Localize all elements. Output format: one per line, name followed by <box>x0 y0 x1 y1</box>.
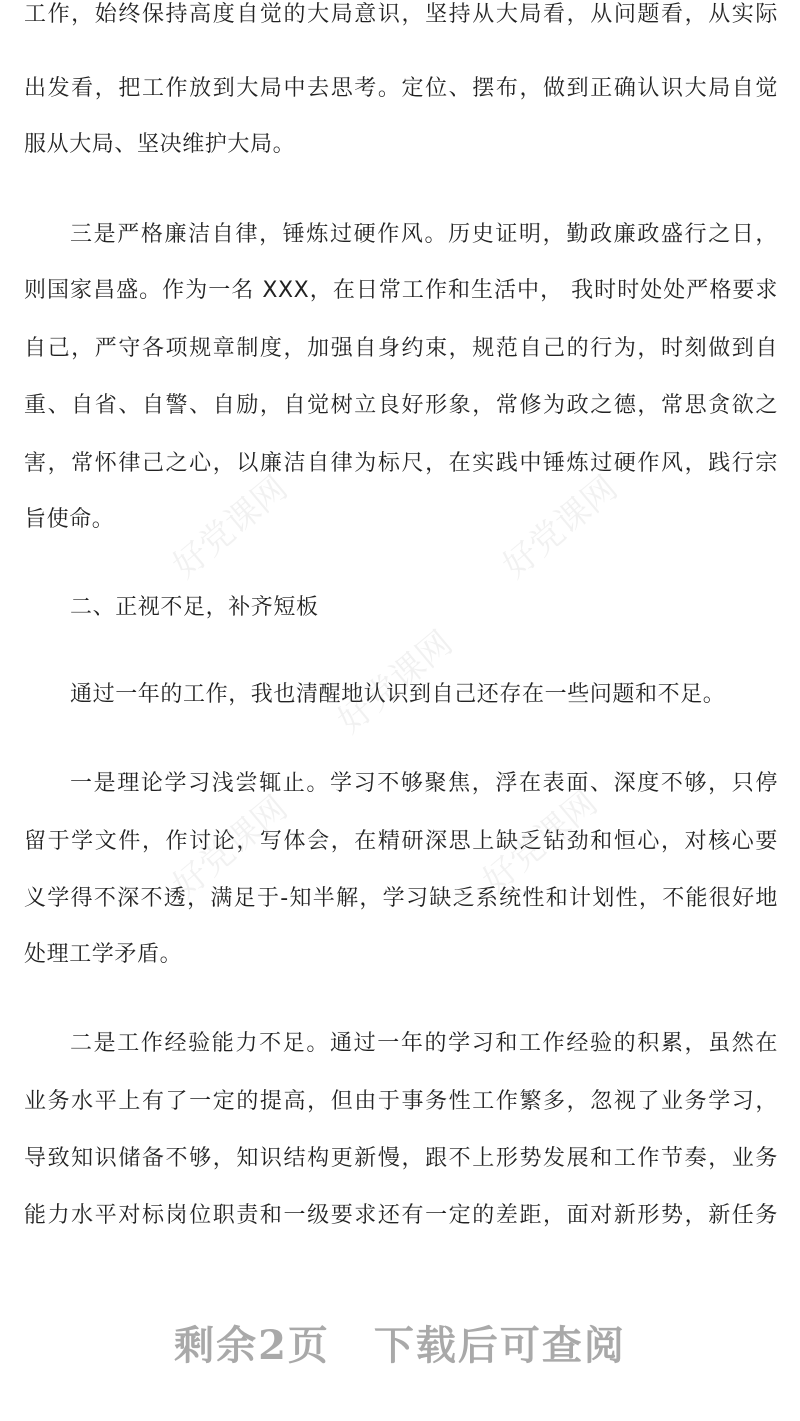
text-line: 处理工学矛盾。 <box>24 942 183 967</box>
text-line: 害，常怀律己之心，以廉洁自律为标尺，在实践中锤炼过硬作风，践行宗 <box>24 451 778 476</box>
watermark: 好党课网 <box>475 783 606 902</box>
watermark: 好党课网 <box>165 788 296 907</box>
text-line: 业务水平上有了一定的提高，但由于事务性工作繁多，忽视了业务学习， <box>24 1089 778 1114</box>
text-line: 服从大局、坚决维护大局。 <box>24 132 296 157</box>
remaining-pages-banner[interactable] <box>0 1318 800 1374</box>
text-line: 重、自省、自警、自励，自觉树立良好形象，常修为政之德，常思贪欲之 <box>24 393 778 418</box>
text-line: 通过一年的工作，我也清醒地认识到自己还存在一些问题和不足。 <box>70 682 726 707</box>
text-line: 一是理论学习浅尝辄止。学习不够聚焦，浮在表面、深度不够，只停 <box>70 771 778 796</box>
download-to-view-label: 下载后可查阅 <box>373 1322 626 1369</box>
text-line: 能力水平对标岗位职责和一级要求还有一定的差距，面对新形势，新任务 <box>24 1203 778 1228</box>
text-line: 三是严格廉洁自律，锤炼过硬作风。历史证明，勤政廉政盛行之日， <box>70 222 778 247</box>
watermark: 好党课网 <box>165 468 296 587</box>
text-line: 出发看，把工作放到大局中去思考。定位、摆布，做到正确认识大局自觉 <box>24 76 778 101</box>
text-line: 留于学文件，作讨论，写体会，在精研深思上缺乏钻劲和恒心，对核心要 <box>24 829 778 854</box>
remaining-pages-label: 剩余2页 <box>174 1322 330 1369</box>
text-line: 导致知识储备不够，知识结构更新慢，跟不上形势发展和工作节奏，业务 <box>24 1146 778 1171</box>
text-line: 则国家昌盛。作为一名 XXX，在日常工作和生活中， 我时时处处严格要求 <box>24 278 778 303</box>
watermark: 好党课网 <box>495 468 626 587</box>
section-heading: 二、正视不足，补齐短板 <box>70 595 319 620</box>
text-line: 义学得不深不透，满足于-知半解，学习缺乏系统性和计划性，不能很好地 <box>24 886 778 911</box>
text-line: 旨使命。 <box>24 507 115 532</box>
text-line: 二是工作经验能力不足。通过一年的学习和工作经验的积累，虽然在 <box>70 1031 778 1056</box>
text-line: 自己，严守各项规章制度，加强自身约束，规范自己的行为，时刻做到自 <box>24 336 778 361</box>
watermark: 好党课网 <box>330 623 461 742</box>
text-line: 工作，始终保持高度自觉的大局意识，坚持从大局看，从问题看，从实际 <box>24 2 778 27</box>
